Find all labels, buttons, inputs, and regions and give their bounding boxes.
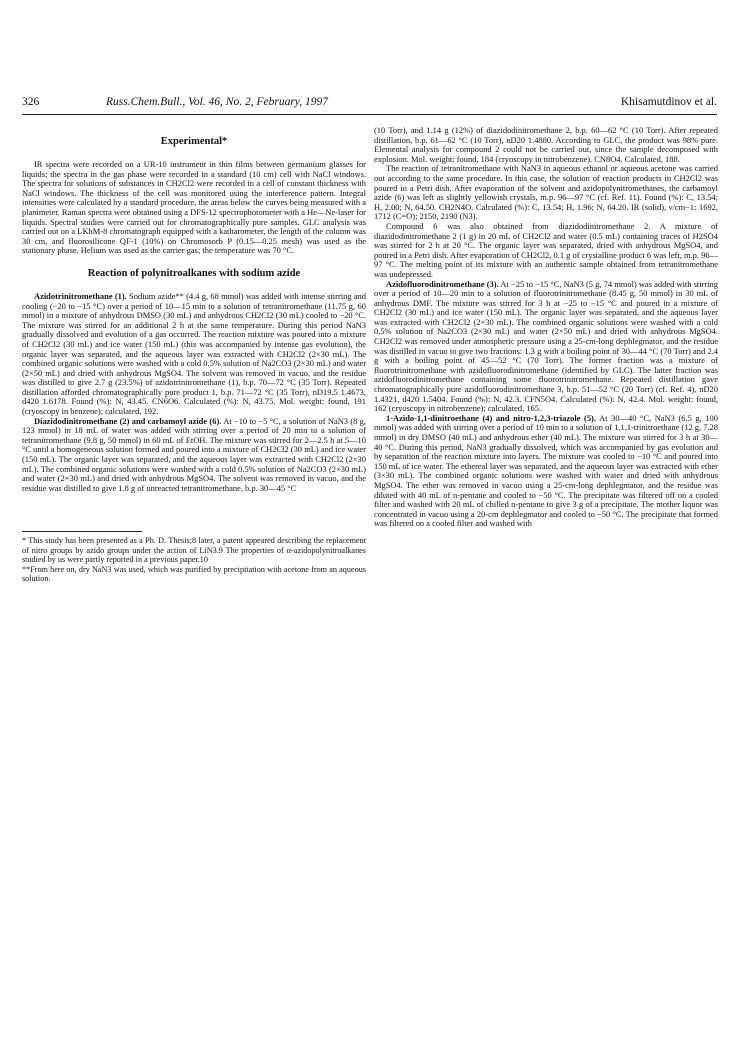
footnote-2: **From here on, dry NaN3 was used, which was purified by precipitation with acetone from an aqueous solution.: [22, 564, 366, 584]
paragraph-compound-6: Compound 6 was also obtained from diazidodinitromethane 2. A mixture of diazidodinitromethane 2 (1 g) in 20 mL of CH2Cl2 and water (0.5 mL) containing traces of H2SO4 was stirred for 2 h at 20 °C. The organic layer was separated, dried with anhydrous MgSO4, and poured in a Petri dish. After evaporation of CH2Cl2, 0.1 g of crystalline product 6 was left, m.p. 96—97 °C. The melting point of its mixture with an authentic sample obtained from tetranitromethane was undepressed.: [374, 220, 718, 279]
paragraph-continued: (10 Torr), and 1.14 g (12%) of diazidodinitromethane 2, b.p. 60—62 °C (10 Torr). After repeated distillation, b.p. 61—62 °C (10 Torr), nD20 1.4880. According to GLC, the product was 98% pure. Elemental analysis for compound 2 could not be carried out, since the sample decomposed with explosion. Mol. weight: found, 184 (cryoscopy in nitrobenzene). CN8O4. Calculated, 188.: [374, 125, 718, 164]
compound-4-5-text: At 30—40 °C, NaN3 (6.5 g, 100 mmol) was added with stirring over a period of 10 min to a solution of 1,1,1-trinitroethane (12 g, 7.28 mmol) in dry DMSO (40 mL) and anhydrous ether (40 mL). The mixture was stirred for 3 h at 30—40 °C. During this period, NaN3 gradually dissolved, which was accompanied by gas evolution and by separation of the reaction mixture into layers. The mixture was cooled to −10 °C and poured into 150 mL of ice water. The ethereal layer was separated, and the aqueous layer was extracted with ether (3×30 mL). The combined organic solutions were washed with water and dried with anhydrous MgSO4. The ether was removed in vacuo using a 25-cm-long dephlegmator, and the residue was diluted with 40 mL of n-pentane and cooled to −50 °C. The precipitate was filtered off on a cooled filter and washed with 20 mL of chilled n-pentane to give 3 g of a precipitate. The mother liquor was concentrated in vacuo using a 20-cm dephlegmator and cooled to −50 °C. The precipitate that formed was filtered on a cooled filter and washed with: [374, 412, 718, 529]
footnote-divider: [22, 531, 142, 532]
footnote-1: * This study has been presented as a Ph. D. Thesis;8 later, a patent appeared describing the replacement of nitro groups by azido groups under the action of LiN3.9 The properties of α-azidopolynitroalkanes studied by us were partly reported in a previous paper.10: [22, 536, 366, 565]
subsection-title: Reaction of polynitroalkanes with sodium azide: [87, 267, 301, 279]
page-number: 326: [22, 96, 40, 108]
section-title: Experimental*: [160, 136, 228, 147]
paragraph-compound-2: [22, 417, 366, 494]
compound-2-title: Diazidodinitromethane (2) and carbamoyl azide (6).: [34, 415, 222, 426]
compound-2-text: At −10 to −5 °C, a solution of NaN3 (8 g, 123 mmol) in 18 mL of water was added with stirring over a period of 20 min to a solution of tetranitromethane (9.8 g, 50 mmol) in 60 mL of EtOH. The mixture was stirred for 2—2.5 h at 5—10 °C until a homogeneous solution formed and poured into a mixture of CH2Cl2 (30 mL) and ice water (150 mL). The organic layer was separated, and the aqueous layer was extracted with CH2Cl2 (2×30 mL). The combined organic solutions were washed with a cold 0.5% solution of Na2CO3 (2×30 mL) and water (2×30 mL) and dried with anhydrous MgSO4. The solvent was removed in vacuo, and the residue was distilled to give 1.8 g of unreacted tetranitromethane, b.p. 30—45 °C: [22, 415, 366, 493]
compound-4-5-title: 1-Azido-1,1-dinitroethane (4) and nitro-1,2,3-triazole (5).: [386, 412, 596, 423]
right-column: [374, 126, 718, 529]
paragraph-instrumentation: IR spectra were recorded on a UR-10 instrument in thin films between germanium glasses for liquids; the spectra in the gas phase were recorded in a standard (10 cm) cell with NaCl windows. The spectra for solutions of substances in CH2Cl2 were recorded in a cell of constant thickness with NaCl windows. The thickness of the cell was monitored using the interference pattern. Integral intensities were calculated by a standard procedure, the areas below the curves being measured with a planimeter. Raman spectra were obtained using a DFS-12 spectrophotometer with a He—Ne-laser for liquids. Spectral studies were carried out for chromatographically pure samples. GLC analysis was carried out on a LKhM-8 chromatograph equipped with a katharometer, the length of the column was 30 cm, and fluorosilicone QF-1 (10%) on Chromosorb P (0.15—0.25 mesh) was used as the stationary phase. Helium was used as the carrier gas; the temperature was 70 °C.: [22, 159, 366, 256]
compound-3-text: At −25 to −15 °C, NaN3 (5 g, 74 mmol) was added with stirring over a period of 10—20 min to a solution of fluorotrinitromethane (8.45 g, 50 mmol) in 30 mL of anhydrous DMF. The mixture was stirred for 3 h at −25 to −15 °C and poured in a mixture of CH2Cl2 (30 mL) and ice water (150 mL). The organic layer was separated, and the aqueous layer was extracted with CH2Cl2 (2×30 mL). The combined organic solutions were washed with a cold 0.5% solution of Na2CO3 (2×30 mL) and water (2×50 mL) and dried with anhydrous MgSO4. CH2Cl2 was removed under atmospheric pressure using a 25-cm-long dephlegmator, and the residue was distilled in vacuo to give two fractions: 1.3 g with a boiling point of 30—44 °C (70 Torr) and 2.4 g with a boiling point of 45—52 °C (70 Torr). The former fraction was a mixture of fluorotrinitromethane with azidofluorodinitromethane (identified by GLC). The latter fraction was azidofluorodinitromethane containing some fluorotrinitromethane. Repeated distillation gave chromatographically pure azidofluorodinitromethane 3, b.p. 51—52 °C (20 Torr) (cf. Ref. 4), nD20 1.4321, d420 1.5404. Found (%): N, 42.3. CFN5O4. Calculated (%): N, 42.4. Mol. weight: found, 162 (cryoscopy in nitrobenzene); calculated, 165.: [374, 278, 718, 414]
paragraph-compound-1: [22, 292, 366, 417]
left-column: [22, 126, 366, 583]
running-authors: Khisamutdinov et al.: [620, 96, 717, 108]
paragraph-carbamoyl-azide: The reaction of tetranitromethane with NaN3 in aqueous ethanol or aqueous acetone was carried out according to the same procedure. In this case, the solution of reaction products in CH2Cl2 was poured in a Petri dish. After evaporation of the solvent and azidopolynitromethanes, the carbamoyl azide (6) was left as slightly yellowish crystals, m.p. 96—97 °C (cf. Ref. 11). Found (%): C, 13.54; H, 2.00; N, 64.50. CH2N4O. Calculated (%): C, 13.54; H, 1.96; N, 64.20. IR (solid), ν/cm−1: 1692, 1712 (C=O); 2150, 2190 (N3).: [374, 163, 718, 222]
compound-1-title: Azidotrinitromethane (1).: [34, 290, 127, 301]
footnotes: [22, 536, 366, 583]
journal-citation: Russ.Chem.Bull., Vol. 46, No. 2, February, 1997: [106, 96, 329, 108]
compound-3-title: Azidofluorodinitromethane (3).: [386, 278, 499, 289]
running-header: [22, 96, 717, 115]
paragraph-compound-4-5: [374, 414, 718, 529]
paragraph-compound-3: [374, 280, 718, 414]
compound-1-text: Sodium azide** (4.4 g, 68 mmol) was added with intense stirring and cooling (−20 to −15 °C) over a period of 10—15 min to a solution of tetranitromethane (11.75 g, 60 mmol) in a mixture of anhydrous DMSO (30 mL) and anhydrous CH2Cl2 (30 mL) cooled to −20 °C. The mixture was stirred for an additional 2 h at the same temperature. During this period NaN3 gradually dissolved and evolution of a gas occurred. The reaction mixture was poured into a mixture of CH2Cl2 (30 mL) and ice water (150 mL) (this was accompanied by intense gas evolution), the organic layer was separated, and the aqueous layer was extracted with CH2Cl2 (2×30 mL). The combined organic solutions were washed with a cold 0.5% solution of Na2CO3 (2×30 mL) and water (2×50 mL) and dried with anhydrous MgSO4. The solvent was removed in vacuo, and the residue was distilled to give 2.7 g (23.5%) of azidotrinitromethane (1), b.p. 70—72 °C (35 Torr). Repeated distillation afforded chromatographically pure product 1, b.p. 71—72 °C (35 Torr), nD19.5 1.4673, d420 1.6178. Found (%): N, 43.45. CN6O6. Calculated (%): N, 43.75. Mol. weight: found, 191 (cryoscopy in benzene); calculated, 192.: [22, 290, 366, 417]
